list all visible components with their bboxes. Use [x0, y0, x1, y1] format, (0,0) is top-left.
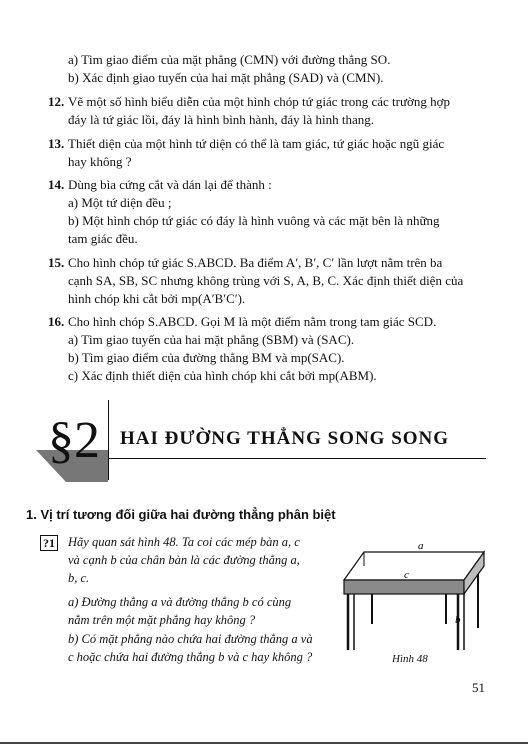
exercise-12-line2: đáy là tứ giác lồi, đáy là hình bình hành, đáy là hình thang. — [68, 112, 374, 127]
figure-label-a: a — [418, 540, 424, 552]
exercise-16a: a) Tìm giao tuyến của hai mặt phẳng (SBM) và (SAC). — [68, 332, 355, 347]
figure-label-b: b — [455, 614, 461, 626]
exercise-14b-line2: tam giác đều. — [68, 231, 138, 246]
question-line2: và cạnh b của chân bàn là các đường thẳng a, — [68, 553, 300, 567]
exercise-number-16: 16. — [48, 314, 65, 329]
exercise-16c: c) Xác định thiết diện của hình chóp khi cắt bởi mp(ABM). — [68, 368, 377, 383]
exercise-14-line1: Dùng bìa cứng cắt và dán lại để thành : — [68, 177, 272, 192]
table-figure — [336, 540, 486, 655]
exercise-number-13: 13. — [48, 136, 65, 151]
exercise-15-line3: hình chóp khi cắt bởi mp(A′B′C′). — [68, 291, 246, 306]
figure-caption: Hình 48 — [392, 653, 428, 665]
exercise-14b-line1: b) Một hình chóp tứ giác có đáy là hình vuông và các mặt bên là những — [68, 213, 440, 228]
exercise-13-line1: Thiết diện của một hình tứ diện có thể là tam giác, tứ giác hoặc ngũ giác — [68, 136, 445, 151]
exercise-15-line1: Cho hình chóp tứ giác S.ABCD. Ba điểm A′, B′, C′ lần lượt nằm trên ba — [68, 255, 443, 270]
question-line1: Hãy quan sát hình 48. Ta coi các mép bàn a, c — [68, 535, 300, 549]
question-a-line2: nằm trên một mặt phẳng hay không ? — [68, 613, 256, 627]
question-label: ?1 — [40, 535, 58, 551]
section-symbol: §2 — [48, 412, 100, 469]
section-divider-vertical — [108, 400, 109, 480]
exercise-number-15: 15. — [48, 255, 65, 270]
exercise-number-12: 12. — [48, 94, 65, 109]
exercise-11b: b) Xác định giao tuyến của hai mặt phẳng (SAD) và (CMN). — [68, 70, 384, 85]
exercise-14a: a) Một tứ diện đều ; — [68, 195, 172, 210]
question-b-line2: c hoặc chứa hai đường thẳng b và c hay không ? — [68, 650, 313, 664]
question-a-line1: a) Đường thẳng a và đường thẳng b có cùng — [68, 595, 292, 609]
page-bottom-border — [0, 742, 528, 744]
exercise-number-14: 14. — [48, 177, 65, 192]
exercise-11a: a) Tìm giao điểm của mặt phẳng (CMN) với đường thẳng SO. — [68, 52, 391, 67]
exercise-15-line2: cạnh SA, SB, SC nhưng không trùng với S, A, B, C. Xác định thiết diện của — [68, 273, 464, 288]
figure-label-c: c — [404, 569, 409, 581]
exercise-13-line2: hay không ? — [68, 154, 132, 169]
section-title: HAI ĐƯỜNG THẲNG SONG SONG — [120, 428, 450, 449]
section-divider-horizontal — [108, 458, 486, 459]
exercise-16-line1: Cho hình chóp S.ABCD. Gọi M là một điểm nằm trong tam giác SCD. — [68, 314, 437, 329]
page-number: 51 — [472, 680, 485, 695]
subsection-heading: 1. Vị trí tương đối giữa hai đường thẳng phân biệt — [26, 507, 336, 522]
question-b-line1: b) Có mặt phẳng nào chứa hai đường thẳng a và — [68, 632, 313, 646]
question-line3: b, c. — [68, 571, 90, 585]
exercise-12-line1: Vẽ một số hình biểu diễn của một hình chóp tứ giác trong các trường hợp — [68, 94, 451, 109]
exercise-16b: b) Tìm giao điểm của đường thẳng BM và mp(SAC). — [68, 350, 345, 365]
